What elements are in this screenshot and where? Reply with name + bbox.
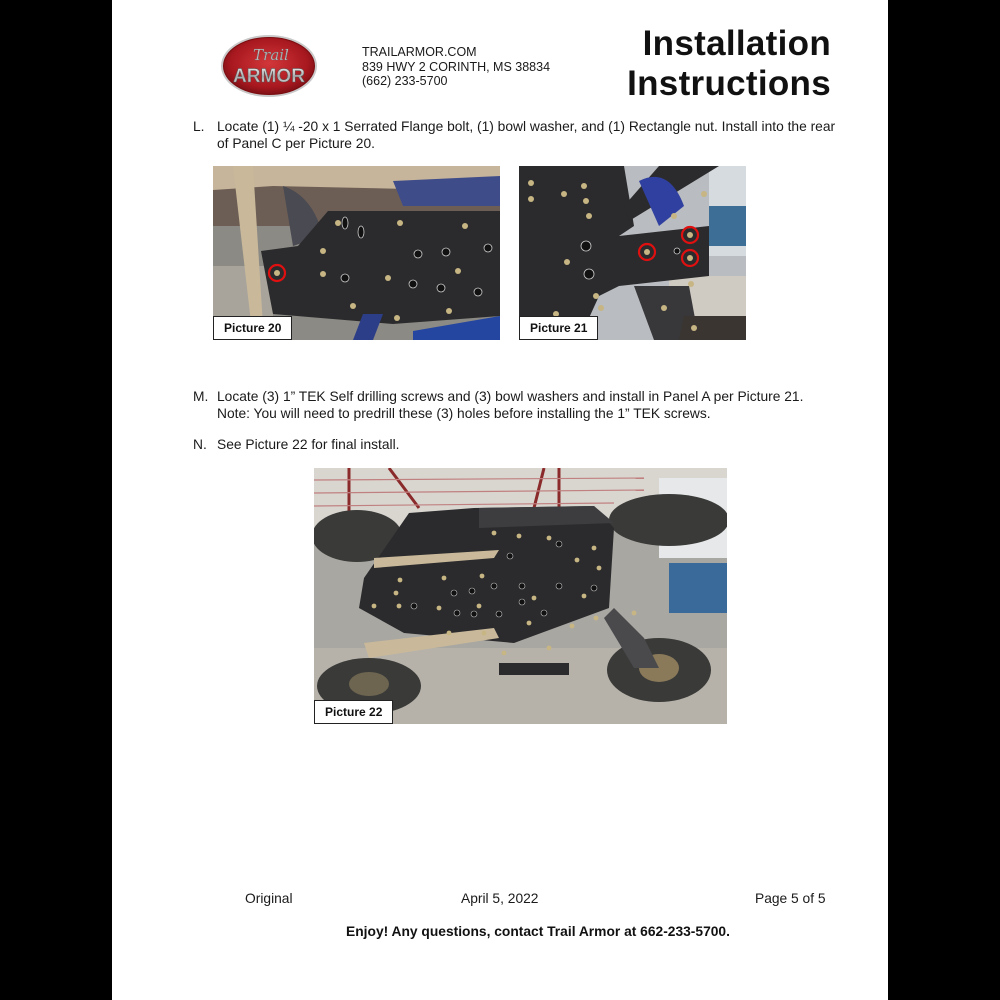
picture-22 [314, 468, 727, 724]
footer-date: April 5, 2022 [461, 891, 539, 906]
picture-20 [213, 166, 500, 340]
company-address: 839 HWY 2 CORINTH, MS 38834 [362, 59, 551, 74]
picture-caption: Picture 20 [213, 316, 292, 340]
picture-caption: Picture 22 [314, 700, 393, 724]
company-phone: (662) 233-5700 [362, 74, 448, 88]
step-letter: N. [193, 437, 207, 452]
footer-page-number: Page 5 of 5 [755, 891, 826, 906]
final-install-photo [314, 468, 727, 724]
step-l [193, 118, 853, 152]
document-title: Installation Instructions [627, 24, 831, 103]
svg-text:ARMOR: ARMOR [233, 66, 306, 87]
picture-caption: Picture 21 [519, 316, 598, 340]
step-letter: L. [193, 119, 205, 134]
trail-armor-logo [219, 33, 319, 99]
logo-icon [219, 33, 319, 99]
company-website: TRAILARMOR.COM [362, 45, 477, 59]
step-text: Note: You will need to predrill these (3) holes before installing the 1” TEK screws. [217, 406, 711, 421]
svg-text:Trail: Trail [253, 46, 289, 64]
picture-21 [519, 166, 746, 340]
step-text: of Panel C per Picture 20. [217, 136, 375, 151]
footer-contact-note: Enjoy! Any questions, contact Trail Armor at 662-233-5700. [346, 924, 730, 939]
footer-revision: Original [245, 891, 293, 906]
step-text: See Picture 22 for final install. [217, 437, 400, 452]
skid-plate-photo [519, 166, 746, 340]
skid-plate-photo [213, 166, 500, 340]
step-n [193, 436, 853, 453]
step-letter: M. [193, 389, 209, 404]
step-m [193, 388, 853, 422]
company-contact [362, 45, 550, 89]
step-text: Locate (3) 1” TEK Self drilling screws and (3) bowl washers and install in Panel A per Picture 21. [217, 389, 804, 404]
step-text: Locate (1) ¼ -20 x 1 Serrated Flange bolt, (1) bowl washer, and (1) Rectangle nut. Install into the rear [217, 119, 836, 134]
